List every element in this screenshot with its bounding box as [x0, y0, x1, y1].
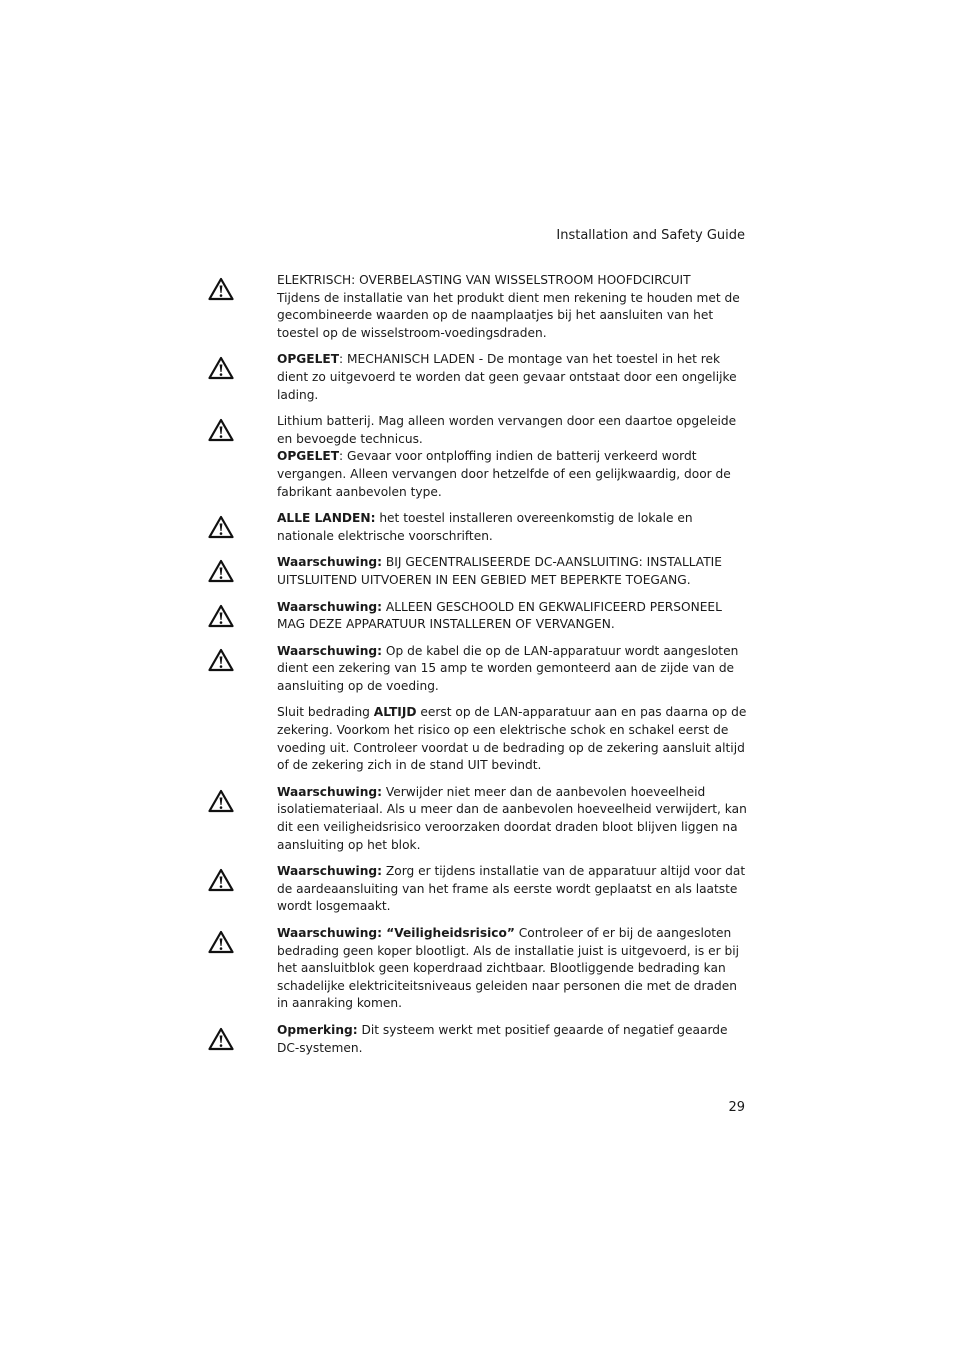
bold-label: OPGELET	[277, 449, 340, 464]
warning-text	[277, 784, 747, 854]
warning-paragraph	[277, 413, 747, 448]
warning-paragraph	[277, 925, 747, 1013]
text-run: : Gevaar voor ontploffing indien de batterij verkeerd wordt vergangen. Alleen vervangen door hetzelfde of een gelijkwaardig, door de fabrikant aanbevolen type.	[277, 449, 731, 499]
warning-text	[277, 272, 747, 342]
warning-triangle-icon	[208, 418, 234, 442]
warning-paragraph	[277, 704, 747, 774]
warning-paragraph	[277, 272, 747, 290]
text-run: ALLEEN GESCHOOLD EN GEKWALIFICEERD PERSONEEL MAG DEZE APPARATUUR INSTALLEREN OF VERVANGEN.	[277, 599, 722, 632]
warning-entry	[0, 643, 954, 696]
warning-entry	[0, 863, 954, 916]
warning-triangle-icon	[208, 559, 234, 583]
bold-label: ALLE LANDEN:	[277, 511, 376, 526]
warning-entry	[0, 925, 954, 1013]
warning-triangle-icon	[208, 930, 234, 954]
warning-entry	[0, 599, 954, 634]
warning-paragraph	[277, 1022, 747, 1057]
text-run: BIJ GECENTRALISEERDE DC-AANSLUITING: INSTALLATIE UITSLUITEND UITVOEREN IN EEN GEBIED MET BEPERKTE TOEGANG.	[277, 555, 722, 587]
warning-paragraph	[277, 510, 747, 545]
warning-paragraph	[277, 290, 747, 343]
warning-text	[277, 351, 747, 404]
warning-text	[277, 413, 747, 501]
text-run: Zorg er tijdens installatie van de apparatuur altijd voor dat de aardeaansluiting van het frame als eerste wordt geplaatst en als laatste wordt losgemaakt.	[277, 864, 746, 914]
bold-label: Waarschuwing: “Veiligheidsrisico”	[277, 926, 515, 940]
bold-label: ALTIJD	[373, 705, 417, 720]
text-run: Verwijder niet meer dan de aanbevolen hoeveelheid isolatiemateriaal. Als u meer dan de aanbevolen hoeveelheid verwijdert, kan dit een veiligheidsrisico veroorzaken doordat draden bloot blijven liggen na aansluiting op het blok.	[277, 784, 747, 852]
warning-triangle-icon	[208, 604, 234, 628]
warning-text	[277, 643, 747, 696]
warning-paragraph	[277, 351, 747, 404]
warning-paragraph	[277, 784, 747, 854]
text-run: Sluit bedrading	[277, 705, 374, 720]
warning-triangle-icon	[208, 356, 234, 380]
warning-text	[277, 1022, 747, 1057]
warning-entry	[0, 1022, 954, 1057]
text-run: het toestel installeren overeenkomstig de lokale en nationale elektrische voorschriften.	[277, 511, 693, 543]
warning-triangle-icon	[208, 1027, 234, 1051]
page-number: 29	[728, 1100, 745, 1115]
text-run: : MECHANISCH LADEN - De montage van het toestel in het rek dient zo uitgevoerd te worden dat geen gevaar ontstaat door een ongelijke lading.	[277, 352, 737, 402]
text-run: Controleer of er bij de aangesloten bedrading geen koper blootligt. Als de installatie juist is uitgevoerd, is er bij het aansluitblok geen koperdraad zichtbaar. Blootliggende bedrading kan schadelijke elektriciteitsniveaus geleiden naar personen die met de draden in aanraking komen.	[277, 926, 740, 1011]
warning-text	[277, 554, 747, 589]
bold-label: Waarschuwing:	[277, 864, 383, 879]
bold-label: Waarschuwing:	[277, 599, 383, 614]
bold-label: Opmerking:	[277, 1022, 358, 1037]
warning-triangle-icon	[208, 648, 234, 672]
bold-label: Waarschuwing:	[277, 643, 383, 658]
warning-entry	[0, 554, 954, 589]
running-header: Installation and Safety Guide	[556, 228, 745, 243]
warning-paragraph	[277, 554, 747, 589]
warning-paragraph	[277, 448, 747, 501]
warning-paragraph	[277, 863, 747, 916]
warning-text	[277, 510, 747, 545]
warning-text	[277, 925, 747, 1013]
warning-entry	[0, 510, 954, 545]
warning-entry	[0, 784, 954, 854]
warning-paragraph	[277, 643, 747, 696]
warning-text	[277, 704, 747, 774]
safety-warnings-list	[0, 272, 954, 1066]
warning-text	[277, 599, 747, 634]
text-run: Op de kabel die op de LAN-apparatuur wordt aangesloten dient een zekering van 15 amp te worden gemonteerd aan de zijde van de aansluiting op de voeding.	[277, 643, 739, 693]
bold-label: Waarschuwing:	[277, 555, 383, 570]
warning-entry	[0, 413, 954, 501]
warning-triangle-icon	[208, 277, 234, 301]
text-run: Dit systeem werkt met positief geaarde of negatief geaarde DC-systemen.	[277, 1022, 728, 1055]
warning-text	[277, 863, 747, 916]
text-run: ELEKTRISCH: OVERBELASTING VAN WISSELSTROOM HOOFDCIRCUIT	[277, 273, 691, 287]
warning-paragraph	[277, 599, 747, 634]
text-run: Tijdens de installatie van het produkt dient men rekening te houden met de gecombineerde waarden op de naamplaatjes bij het aansluiten van het toestel op de wisselstroom-voedingsdraden.	[277, 290, 740, 340]
warning-triangle-icon	[208, 868, 234, 892]
bold-label: OPGELET	[277, 352, 340, 367]
bold-label: Waarschuwing:	[277, 784, 383, 799]
text-run: Lithium batterij. Mag alleen worden vervangen door een daartoe opgeleide en bevoegde technicus.	[277, 414, 737, 446]
warning-triangle-icon	[208, 789, 234, 813]
warning-entry	[0, 272, 954, 342]
warning-triangle-icon	[208, 515, 234, 539]
warning-entry	[0, 351, 954, 404]
note-paragraph	[0, 704, 954, 774]
text-run: eerst op de LAN-apparatuur aan en pas daarna op de zekering. Voorkom het risico op een elektrische schok en schakel eerst de voeding uit. Controleer voordat u de bedrading op de zekering aansluit altijd of de zekering zich in de stand UIT bevindt.	[277, 705, 747, 773]
